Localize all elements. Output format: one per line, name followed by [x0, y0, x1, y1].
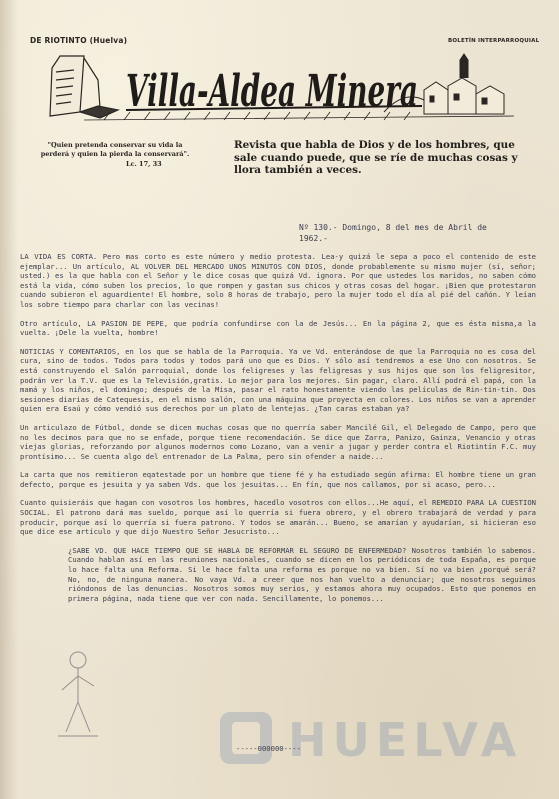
paragraph-6: Cuanto quisieráis que hagan con vosotros los hombres, hacedlo vosotros con ellos...He aquí, el REMEDIO PARA LA CUESTION SOCIAL. El patrono dará mas sueldo, porque así lo querría si fuera obrero, y el obrero trabajará de verdad y para producir, porque así lo querría si fuera patrono. Y todos se amarán... Bueno, se amarían y ayudarían, si hicieran eso que dice ese artículo y que dijo Nuestro Señor Jesucristo...: [20, 498, 536, 537]
bulletin-label: BOLETÍN INTERPARROQUIAL: [448, 38, 540, 44]
book-icon: [50, 56, 118, 118]
paragraph-5: La carta que nos remitieron eqatestade por un hombre que tiene fé y ha estudiado según afirma: El hombre tiene un gran defecto, porque es jesuita y ya saben Vds. que los jesuitas... En fín, que nos callamos, por si acaso, pero...: [20, 470, 536, 489]
epigraph-reference: Lc. 17, 33: [126, 160, 162, 168]
paragraph-3: NOTICIAS Y COMENTARIOS, en los que se habla de la Parroquia. Ya ve Vd. enterándose de que la Parroquia no es cosa del cura, sino de todos. Todos para todos y todos pará uno que es Dios. Y sólo así tendremos a ese Uno con nosotros. Se está construyendo el Salón parroquial, donde los feligreses y las feligresas y sus hijos que son los feligresitor, podrán ver la T.V. que es la Televisión,gratis. Lo mejor para los mejores. Sin pagar, claro. Allí podrá el papá, con la mamá y los niños, el domingo; después de la Misa, pasar el rato honestamente viendo las películas de Rin-tin-tin. Dos sesiones diarias de Catequesis, en el mismo salón, con una máquina que proyecta en colores. Los niños se van a aprender quien era Esaú y cómo vendió sus derechos por un plato de lentejas. ¿Tan caras estaban ya?: [20, 346, 536, 414]
archive-watermark: [218, 706, 548, 770]
paragraph-4: Un articulazo de Fútbol, donde se dicen muchas cosas que no querría saber Mancilé Gil, el Delegado de Campo, pero que no les decimos para que no se enfade, porque tiene recomendación. Se dice que Zarra, Panizo, Gainza, Venancio y otras viejas glorias, reforzando por algunos modernos como Lozano, van a venir a jugar y perder contra el Riotintín F.C. muy prontísimo... Se cuenta algo del entrenador de La Palma, pero sin ofender a naide...: [20, 422, 536, 461]
paragraph-7: ¿SABE VD. QUE HACE TIEMPO QUE SE HABLA DE REFORMAR EL SEGURO DE ENFERMEDAD? Nosotros también lo sabemos. Cuando hablan así en las reuniones nacionales, cuando se dicen en los periódicos de toda España, es porque lo hace falta una Reforma. Si le hace falta una reforma es porque no va bien. Sí no va bien ¿porqué será? No, no, de ninguna manera. No vaya Vd. a creer que nos han vuelto a denunciar; que nosotros seguimos rióndonos de las denuncias. Nosotros somos muy serios, y estamos ahora muy ocupados. Esto que ponemos en primera página, nada tiene que ver con nada. Sencillamente, lo ponemos...: [68, 545, 536, 603]
watermark-text: HUELVA: [288, 713, 523, 767]
magazine-tagline: Revista que habla de Dios y de los hombres, que sale cuando puede, que se ríe de muchas cosas y llora también a veces.: [234, 139, 518, 177]
paragraph-2: Otro artículo, LA PASION DE PEPE, que podría confundirse con la de Jesús... En la página 2, que es ésta misma,a la vuelta. ¡Dele la vuelta, hombre!: [20, 318, 536, 338]
masthead-title: Villa-Aldea Minera: [126, 66, 418, 117]
publication-place: DE RIOTINTO (Huelva): [30, 36, 128, 45]
closing-separator: -----000000----: [236, 744, 301, 753]
epigraph-quote: "Quien pretenda conservar su vida la perderá y quien la pierda la conservará".: [40, 141, 190, 158]
watermark-emblem-icon: [220, 712, 272, 764]
masthead-illustration: [44, 50, 520, 126]
sketch-figure-icon: [52, 646, 104, 742]
torn-edge-shadow: [0, 0, 18, 799]
article-body: [20, 252, 536, 612]
masthead-logo: [44, 50, 520, 126]
issue-dateline: Nº 130.- Domingo, 8 del mes de Abril de 1962.-: [299, 223, 487, 243]
paragraph-1: LA VIDA ES CORTA. Pero mas corto es este número y medio protesta. Lea-y quizá le sepa a poco el contenido de este ejemplar... Un artículo, AL VOLVER DEL MERCADO UNOS MINUTOS CON DIOS, donde probablemente su mismo mujer (sí, señor; usted.) es la que habla con el Señor y le dice cosas que quizá Vd. ignora. Por que ustedes los maridos, no saben cómo está la vida, cómo suben los precios, lo que rompen y gastan sus chicos y otras cosas del hogar. ¡Bien que protestaron cuando subieron el aguardiente! El hombre, solo 8 horas de trabajo, pero la mujer todo el día al pié del cañón. Y leían los sobre tiempo para charlar con las vecinas!: [20, 252, 536, 309]
